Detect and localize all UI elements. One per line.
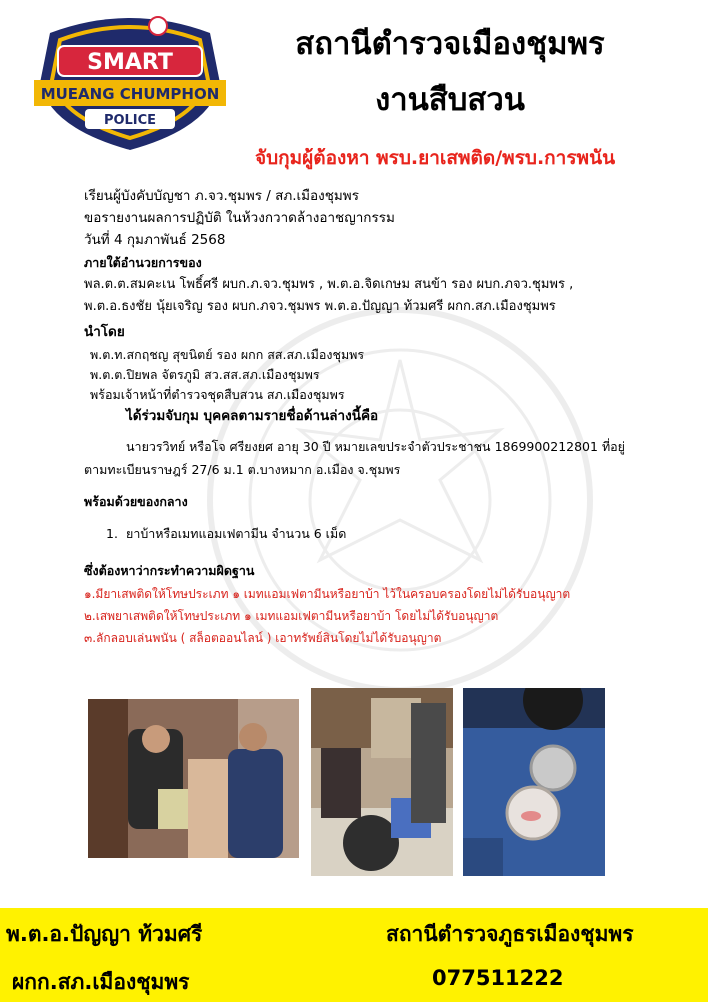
charge-2: ๒.เสพยาเสพติดให้โทษประเภท ๑ เมทแอมเฟตามีนหรือยาบ้า โดยไม่ได้รับอนุญาต xyxy=(84,609,499,623)
evidence-item-number: 1. xyxy=(106,526,118,541)
footer-phone: 077511222 xyxy=(432,966,564,990)
page-subtitle: งานสืบสวน xyxy=(375,82,525,118)
evidence-item-text: ยาบ้าหรือเมทแอมเฟตามีน จำนวน 6 เม็ด xyxy=(126,526,347,541)
report-date: วันที่ 4 กุมภาพันธ์ 2568 xyxy=(84,232,226,248)
led-line-3: พร้อมเจ้าหน้าที่ตำรวจชุดสืบสวน สภ.เมืองชุมพร xyxy=(90,387,345,402)
page-title: สถานีตำรวจเมืองชุมพร xyxy=(295,26,605,62)
led-heading: นำโดย xyxy=(84,324,125,340)
logo-bottom-text: POLICE xyxy=(103,113,157,128)
charges-heading: ซึ่งต้องหาว่ากระทำความผิดฐาน xyxy=(84,563,255,578)
footer-name: พ.ต.อ.ปัญญา ท้วมศรี xyxy=(6,922,203,946)
logo-badge-text: SMART xyxy=(87,50,173,75)
footer-position: ผกก.สภ.เมืองชุมพร xyxy=(12,970,190,994)
headline: จับกุมผู้ต้องหา พรบ.ยาเสพติด/พรบ.การพนัน xyxy=(254,147,616,169)
evidence-heading: พร้อมด้วยของกลาง xyxy=(84,494,188,509)
charge-3: ๓.ลักลอบเล่นพนัน ( สล็อตออนไลน์ ) เอาทรัพย์สินโดยไม่ได้รับอนุญาต xyxy=(84,631,442,645)
salutation: เรียนผู้บังคับบัญชา ภ.จว.ชุมพร / สภ.เมืองชุมพร xyxy=(84,188,359,204)
suspect-line-2: ตามทะเบียนราษฎร์ 27/6 ม.1 ต.บางหมาก อ.เมือง จ.ชุมพร xyxy=(84,462,401,477)
suspect-line-1: นายวรวิทย์ หรือโจ ศรียงยศ อายุ 30 ปี หมายเลขประจำตัวประชาชน 1869900212801 ที่อยู่ xyxy=(126,439,626,454)
led-line-1: พ.ต.ท.สกฤชญ สุขนิตย์ รอง ผกก สส.สภ.เมืองชุมพร xyxy=(90,347,365,362)
logo-ribbon-text: MUEANG CHUMPHON xyxy=(40,85,220,103)
command-line-2: พ.ต.อ.ธงชัย นุ้ยเจริญ รอง ผบก.ภจว.ชุมพร พ.ต.อ.ปัญญา ท้วมศรี ผกก.สภ.เมืองชุมพร xyxy=(84,299,556,314)
purpose: ขอรายงานผลการปฏิบัติ ในห้วงกวาดล้างอาชญากรรม xyxy=(84,210,395,226)
led-line-2: พ.ต.ต.ปิยพล จัตรภูมิ สว.สส.สภ.เมืองชุมพร xyxy=(90,367,320,382)
charge-1: ๑.มียาเสพติดให้โทษประเภท ๑ เมทแอมเฟตามีนหรือยาบ้า ไว้ในครอบครองโดยไม่ได้รับอนุญาต xyxy=(84,587,571,601)
footer-station: สถานีตำรวจภูธรเมืองชุมพร xyxy=(386,922,634,946)
command-heading: ภายใต้อำนวยการของ xyxy=(84,255,202,270)
photo-arrest-scene xyxy=(88,699,299,858)
smart-police-logo xyxy=(30,8,230,153)
arrest-heading: ได้ร่วมจับกุม บุคคลตามรายชื่อด้านล่างนี้คือ xyxy=(126,408,379,424)
photo-evidence xyxy=(463,688,605,876)
command-line-1: พล.ต.ต.สมคะเน โพธิ์ศรี ผบก.ภ.จว.ชุมพร , พ.ต.อ.จิดเกษม สนข้า รอง ผบก.ภจว.ชุมพร , xyxy=(84,277,574,292)
photo-suspect-room xyxy=(311,688,453,876)
